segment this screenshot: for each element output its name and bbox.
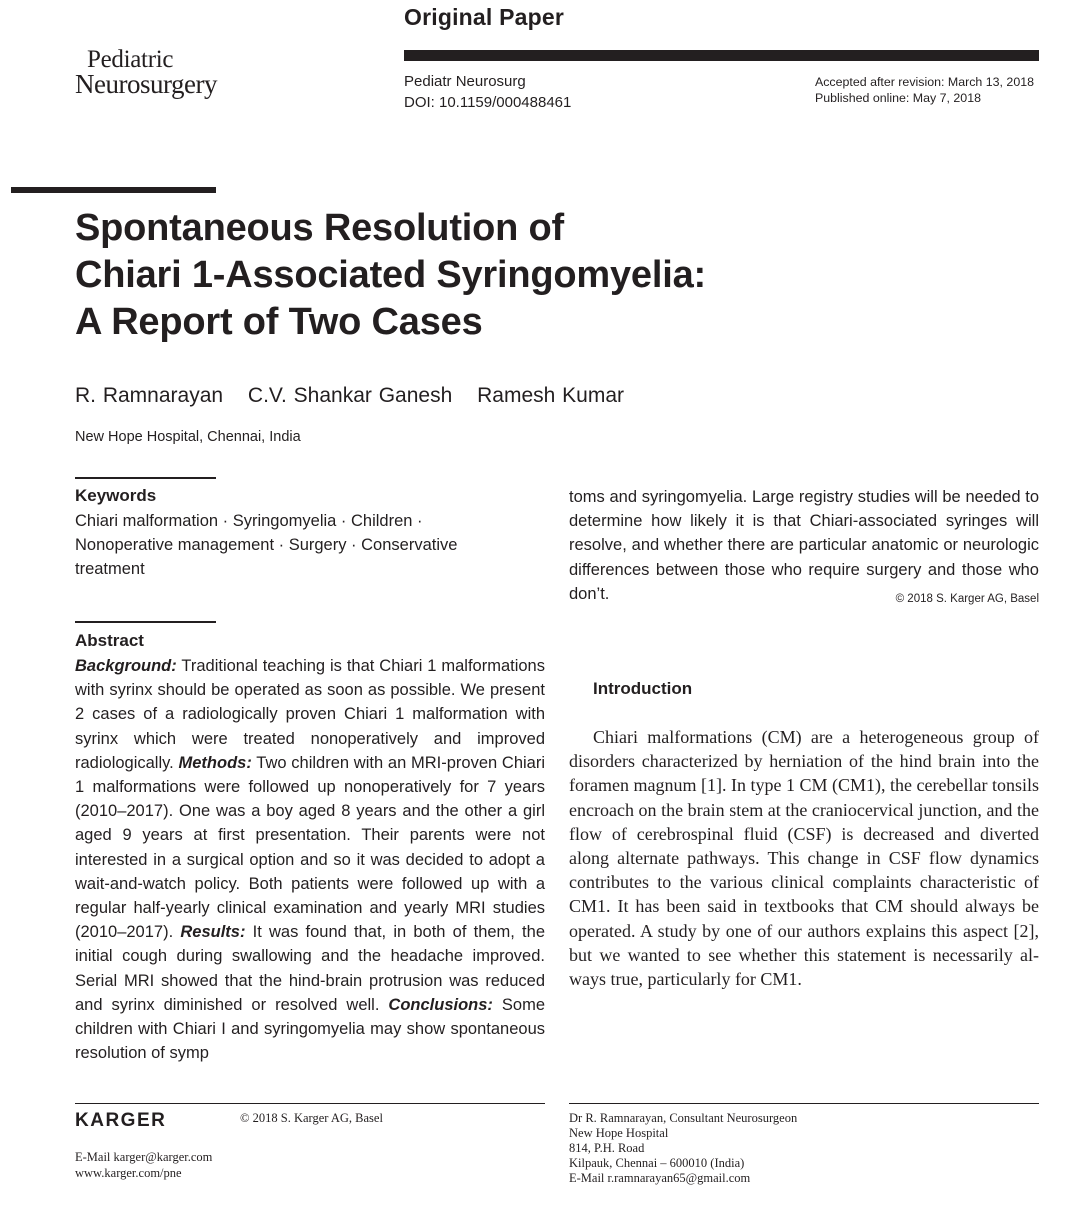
section-label: Original Paper: [404, 4, 565, 30]
doi[interactable]: DOI: 10.1159/000488461: [404, 94, 572, 111]
conclusions-label: Conclusions:: [388, 995, 493, 1014]
abstract-continued-text: toms and syringomyelia. Large registry studies will be needed to determine how likely it is that Chiari-associated syringes will resolve, and whether there are particular anatomic or neurologic differences between those who require surgery and those who don’t.: [569, 488, 1039, 603]
background-label: Background:: [75, 657, 177, 675]
title-line-2: Chiari 1-Associated Syringomyelia:: [75, 254, 706, 296]
header-rule: [404, 50, 1039, 61]
introduction-heading: Introduction: [593, 679, 693, 698]
correspondence-address: [569, 1111, 797, 1186]
title-rule: [11, 187, 216, 193]
results-label: Results:: [180, 923, 246, 942]
abstract-continued: [569, 485, 1039, 611]
corr-name: Dr R. Ramnarayan, Consultant Neurosurgeon: [569, 1111, 798, 1125]
keywords-rule: [75, 477, 216, 479]
corr-email[interactable]: E-Mail r.ramnarayan65@gmail.com: [569, 1171, 751, 1185]
abstract-copyright: © 2018 S. Karger AG, Basel: [895, 592, 1039, 605]
author: Ramesh Kumar: [477, 384, 624, 407]
publisher-email[interactable]: E-Mail karger@karger.com: [75, 1150, 213, 1164]
results-text: It was found that, in both of them, the initial cough during swallowing and the headache improved. Serial MRI showed that the hind-brain protrusion was reduced and syrinx diminished or resolved well.: [75, 923, 545, 1014]
abstract-text: [75, 654, 545, 1065]
author: C.V. Shankar Ganesh: [247, 384, 453, 407]
title-line-3: A Report of Two Cases: [75, 301, 483, 343]
methods-text: Two children with an MRI-proven Chiari 1 malformations were followed up nonoperatively for 7 years (2010–2017). One was a boy aged 8 years and the other a girl aged 9 years at first presentation. Their parents were not interested in a surgical option and so it was decided to adopt a wait-and-watch policy. Both patients were followed up with a regular half-yearly clinical examination and yearly MRI studies (2010–2017).: [75, 753, 546, 942]
keywords-line: Nonoperative management · Surgery · Conservative: [75, 536, 458, 554]
publisher-website[interactable]: www.karger.com/pne: [75, 1166, 182, 1180]
corr-city: Kilpauk, Chennai – 600010 (India): [569, 1156, 745, 1170]
affiliation: New Hope Hospital, Chennai, India: [75, 429, 301, 445]
article-title: [75, 205, 835, 346]
title-line-1: Spontaneous Resolution of: [75, 207, 564, 249]
published-date: Published online: May 7, 2018: [814, 91, 981, 105]
publisher-contact: [75, 1149, 212, 1181]
keywords-line: treatment: [75, 560, 145, 578]
abstract-rule: [75, 621, 216, 623]
keywords-heading: Keywords: [75, 486, 157, 505]
journal-info: [404, 71, 571, 113]
logo-line-1: Pediatric: [87, 46, 174, 73]
footer-rule-right: [569, 1103, 1039, 1104]
accepted-date: Accepted after revision: March 13, 2018: [814, 75, 1034, 89]
author: R. Ramnarayan: [75, 384, 224, 407]
introduction-text: Chiari malformations (CM) are a heterogeneous group of disorders characterized by herniation of the hind brain into the foramen magnum [1]. In type 1 CM (CM1), the cerebellar tonsils encroach on the brain stem at the craniocervical junction, and the flow of cerebrospinal fluid (CSF) is decreased and diverted along alternate pathways. This change in CSF flow dynamics contributes to the various clinical complaints characteristic of CM1. It has been said in textbooks that CM should always be operated. A study by one of our authors explains this aspect [2], but we wanted to see whether this statement is necessarily always true, particularly for CM1.: [569, 727, 1039, 990]
publication-dates: [815, 74, 1034, 106]
publisher-logo: KARGER: [75, 1110, 167, 1131]
logo-line-2: Neurosurgery: [75, 69, 217, 99]
journal-logo: [75, 46, 217, 99]
author-list: [75, 384, 642, 408]
background-text: Traditional teaching is that Chiari 1 malformations with syrinx should be operated as soon as possible. We present 2 cases of a radiologically proven Chiari 1 malformation with syrinx which were treated nonoperatively and improved radiologically.: [75, 657, 545, 772]
keywords-line: Chiari malformation · Syringomyelia · Children ·: [75, 512, 423, 530]
journal-name: Pediatr Neurosurg: [404, 73, 526, 90]
corr-street: 814, P.H. Road: [569, 1141, 645, 1155]
conclusions-text: Some children with Chiari I and syringomyelia may show spontaneous resolution of symp: [75, 995, 546, 1063]
corr-hospital: New Hope Hospital: [569, 1126, 669, 1140]
abstract-heading: Abstract: [75, 631, 144, 650]
footer-copyright: © 2018 S. Karger AG, Basel: [240, 1111, 383, 1125]
footer-rule-left: [75, 1103, 545, 1104]
methods-label: Methods:: [178, 753, 252, 772]
keywords-list: [75, 509, 545, 581]
